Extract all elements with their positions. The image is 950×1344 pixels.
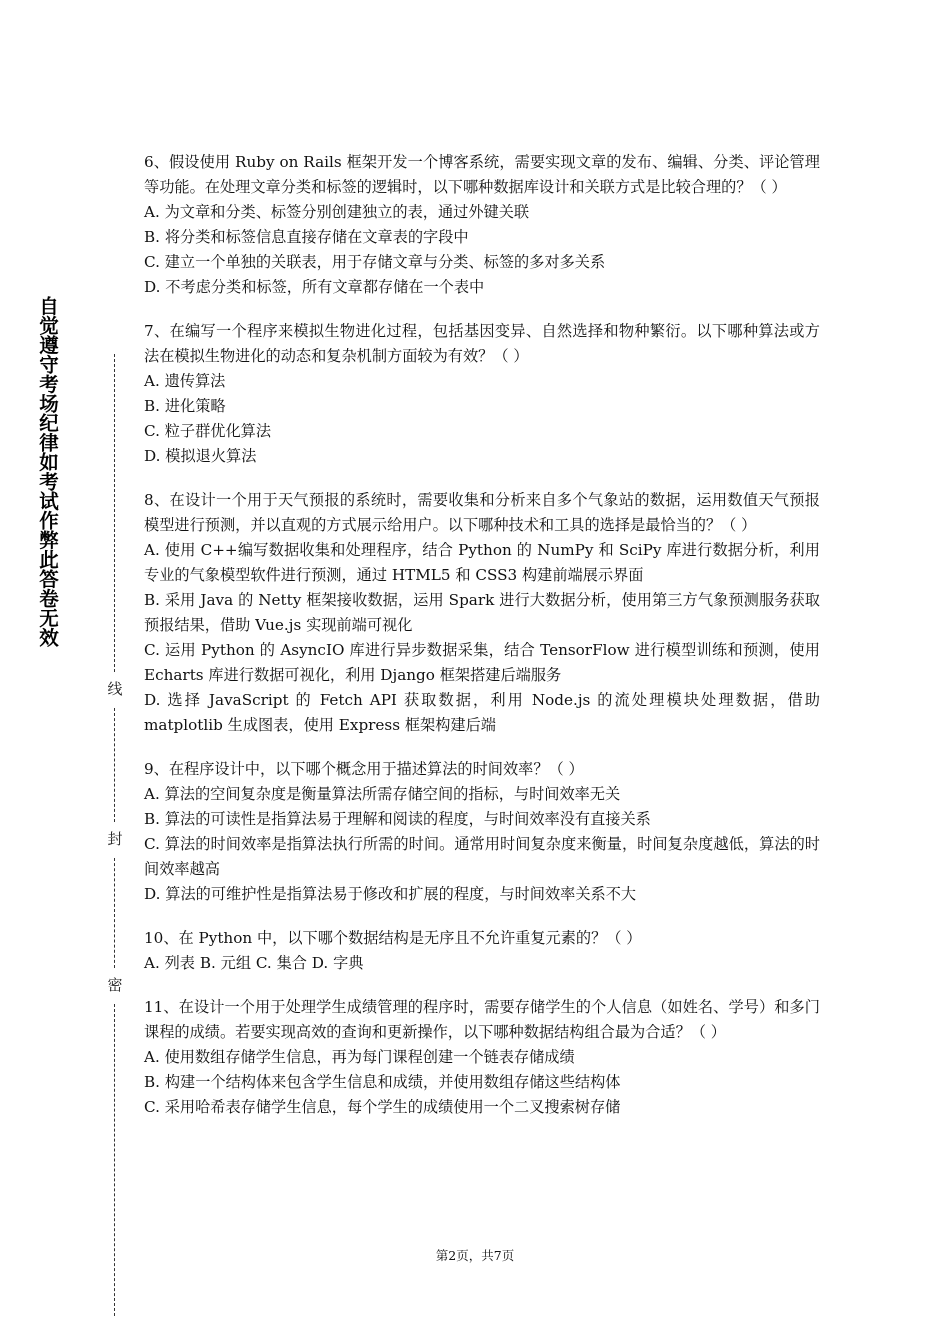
seal-char-seal: 封 bbox=[107, 830, 123, 848]
question-stem: 7、在编写一个程序来模拟生物进化过程，包括基因变异、自然选择和物种繁衍。以下哪种算法或方法在模拟生物进化的动态和复杂机制方面较为有效？（ ） bbox=[144, 322, 820, 365]
question-11 bbox=[144, 995, 820, 1120]
page-number: 第2页，共7页 bbox=[435, 1248, 515, 1263]
seal-char-secret: 密 bbox=[107, 976, 123, 994]
option-d: D. 选择 JavaScript 的 Fetch API 获取数据，利用 Node.js 的流处理模块处理数据，借助 matplotlib 生成图表，使用 Express 框架构建后端 bbox=[144, 691, 820, 734]
binding-dashed-line bbox=[114, 1004, 115, 1316]
option-a: A. 遗传算法 bbox=[144, 372, 226, 390]
question-stem: 10、在 Python 中，以下哪个数据结构是无序且不允许重复元素的？（ ） bbox=[144, 929, 642, 947]
option-b: B. 算法的可读性是指算法易于理解和阅读的程度，与时间效率没有直接关系 bbox=[144, 810, 651, 828]
option-c: C. 粒子群优化算法 bbox=[144, 422, 272, 440]
question-stem: 8、在设计一个用于天气预报的系统时，需要收集和分析来自多个气象站的数据，运用数值天气预报模型进行预测，并以直观的方式展示给用户。以下哪种技术和工具的选择是最恰当的？（ ） bbox=[144, 491, 820, 534]
option-c: C. 运用 Python 的 AsyncIO 库进行异步数据采集，结合 TensorFlow 进行模型训练和预测，使用 Echarts 库进行数据可视化，利用 Django 框架搭建后端服务 bbox=[144, 641, 820, 684]
option-a: A. 使用 C++编写数据收集和处理程序，结合 Python 的 NumPy 和 SciPy 库进行数据分析，利用专业的气象模型软件进行预测，通过 HTML5 和 CSS3 构建前端展示界面 bbox=[144, 541, 820, 584]
option-b: B. 将分类和标签信息直接存储在文章表的字段中 bbox=[144, 228, 469, 246]
question-list bbox=[144, 150, 820, 1139]
option-c: C. 算法的时间效率是指算法执行所需的时间。通常用时间复杂度来衡量，时间复杂度越低，算法的时间效率越高 bbox=[144, 835, 820, 878]
option-b: B. 进化策略 bbox=[144, 397, 226, 415]
question-7 bbox=[144, 319, 820, 469]
exam-discipline-warning: 自觉遵守考场纪律如考试作弊此答卷无效 bbox=[36, 296, 59, 647]
question-9 bbox=[144, 757, 820, 907]
question-stem: 6、假设使用 Ruby on Rails 框架开发一个博客系统，需要实现文章的发布、编辑、分类、评论管理等功能。在处理文章分类和标签的逻辑时，以下哪种数据库设计和关联方式是比较合理的？（ ） bbox=[144, 153, 820, 196]
question-stem: 9、在程序设计中，以下哪个概念用于描述算法的时间效率？（ ） bbox=[144, 760, 584, 778]
option-a: A. 为文章和分类、标签分别创建独立的表，通过外键关联 bbox=[144, 203, 530, 221]
option-d: D. 算法的可维护性是指算法易于修改和扩展的程度，与时间效率关系不大 bbox=[144, 885, 637, 903]
option-b: B. 构建一个结构体来包含学生信息和成绩，并使用数组存储这些结构体 bbox=[144, 1073, 621, 1091]
option-a: A. 算法的空间复杂度是衡量算法所需存储空间的指标，与时间效率无关 bbox=[144, 785, 621, 803]
question-10 bbox=[144, 926, 820, 976]
option-a: A. 使用数组存储学生信息，再为每门课程创建一个链表存储成绩 bbox=[144, 1048, 575, 1066]
option-c: C. 采用哈希表存储学生信息，每个学生的成绩使用一个二叉搜索树存储 bbox=[144, 1098, 621, 1116]
question-stem: 11、在设计一个用于处理学生成绩管理的程序时，需要存储学生的个人信息（如姓名、学号）和多门课程的成绩。若要实现高效的查询和更新操作，以下哪种数据结构组合最为合适？（ ） bbox=[144, 998, 820, 1041]
option-d: D. 模拟退火算法 bbox=[144, 447, 257, 465]
option-d: D. 不考虑分类和标签，所有文章都存储在一个表中 bbox=[144, 278, 485, 296]
question-8 bbox=[144, 488, 820, 738]
option-line: A. 列表 B. 元组 C. 集合 D. 字典 bbox=[144, 954, 364, 972]
question-6 bbox=[144, 150, 820, 300]
binding-dashed-line bbox=[114, 354, 115, 672]
binding-dashed-line bbox=[114, 858, 115, 968]
binding-dashed-line bbox=[114, 708, 115, 822]
option-c: C. 建立一个单独的关联表，用于存储文章与分类、标签的多对多关系 bbox=[144, 253, 606, 271]
option-b: B. 采用 Java 的 Netty 框架接收数据，运用 Spark 进行大数据分析，使用第三方气象预测服务获取预报结果，借助 Vue.js 实现前端可视化 bbox=[144, 591, 820, 634]
seal-char-line: 线 bbox=[107, 680, 123, 698]
